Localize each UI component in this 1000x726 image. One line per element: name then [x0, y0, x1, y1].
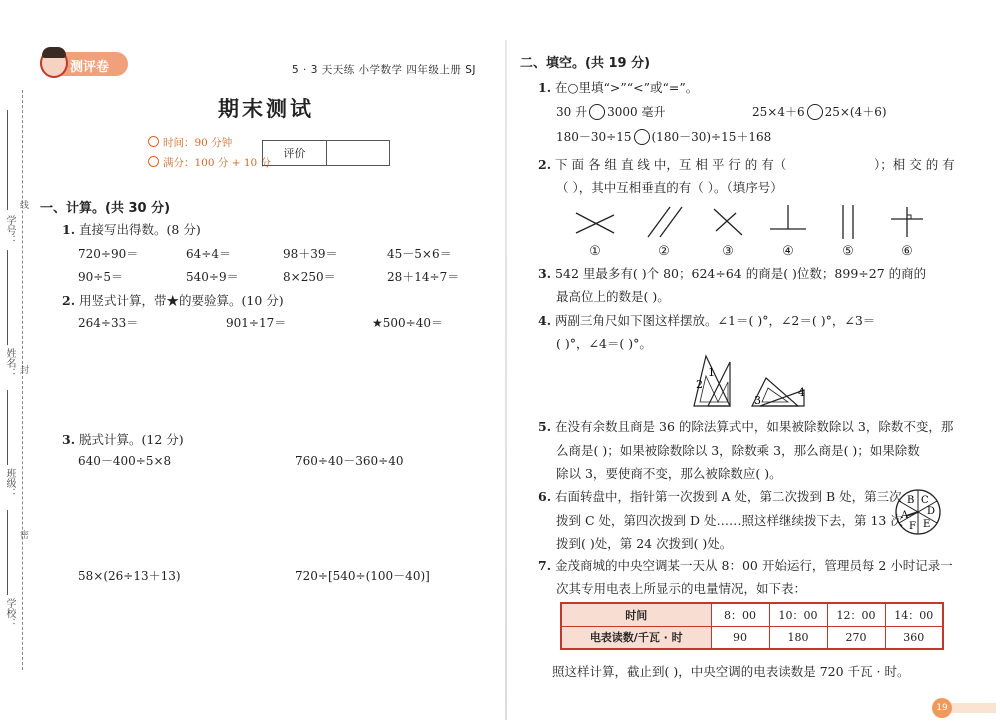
line-figure-4: ④ — [766, 203, 810, 255]
table-cell: 180 — [769, 626, 827, 649]
s1-q1-item: 8×250＝ — [283, 270, 336, 284]
table-cell: 14：00 — [885, 603, 943, 626]
line-figure-3: ③ — [706, 203, 750, 255]
mascot-hair — [42, 47, 66, 58]
student-id-label: 学号： — [4, 215, 15, 245]
s2-q6-line1: 6. 右面转盘中，指针第一次拨到 A 处，第二次拨到 B 处，第三次 — [538, 489, 902, 504]
s1-q2-item: ★500÷40＝ — [372, 316, 443, 330]
compare-circle[interactable] — [807, 104, 823, 120]
s1-q1-stem: 1. 直接写出得数。(8 分) — [62, 222, 201, 237]
s1-q3-item: 760÷40－360÷40 — [295, 454, 404, 468]
wheel-label-b: B — [907, 495, 915, 506]
wheel-label-e: E — [923, 519, 931, 530]
name-label: 姓名： — [4, 348, 15, 378]
s2-q5-line2: 么商是( )；如果被除数除以 3，除数乘 3，那么商是( )；如果除数 — [556, 443, 920, 458]
s1-q3-stem: 3. 脱式计算。(12 分) — [62, 432, 184, 447]
name-line — [7, 250, 8, 345]
line-figure-1: ① — [573, 203, 617, 255]
s1-q1-item: 720÷90＝ — [78, 247, 139, 261]
meter-reading-table — [560, 602, 944, 650]
s2-q7-line1: 7. 金茂商城的中央空调某一天从 8：00 开始运行，管理员每 2 小时记录一 — [538, 558, 953, 573]
line-figure-6: ⑥ — [885, 203, 929, 255]
s2-q1-compare-a: 30 升 3000 毫升 — [556, 105, 666, 119]
s2-q4-line1: 4. 两副三角尺如下图这样摆放。∠1＝( )°，∠2＝( )°，∠3＝ — [538, 313, 876, 328]
table-cell: 8：00 — [711, 603, 769, 626]
page-title: 期末测试 — [218, 97, 314, 121]
clock-icon — [148, 136, 159, 147]
table-header-reading: 电表读数/千瓦 · 时 — [561, 626, 711, 649]
wheel-label-a: A — [901, 510, 909, 521]
table-cell: 270 — [827, 626, 885, 649]
s2-q2-line1-end: ）；相 交 的 有 — [874, 157, 955, 172]
s2-q1-compare-c: 180－30÷15 (180－30)÷15＋168 — [556, 130, 772, 144]
table-row — [561, 626, 943, 649]
evaluation-box — [262, 140, 390, 166]
s1-q3-item: 720÷[540÷(100－40)] — [295, 569, 430, 583]
s1-q3-item: 58×(26÷13＋13) — [78, 569, 181, 583]
page-fold — [505, 40, 507, 720]
class-label: 班级： — [4, 468, 15, 498]
cut-mark-line: 线 — [18, 200, 28, 209]
score-info: 满分：100 分 + 10 分 — [148, 155, 271, 170]
s2-q4-line2: ( )°，∠4＝( )°。 — [556, 336, 652, 351]
spinner-wheel — [894, 488, 942, 536]
cut-mark-seal: 封 — [18, 365, 28, 374]
binding-dashed-line — [22, 90, 23, 670]
s2-q6-line3: 拨到( )处，第 24 次拨到( )处。 — [556, 536, 733, 551]
parallel-vertical-lines-icon — [826, 203, 870, 241]
s1-q1-item: 90÷5＝ — [78, 270, 123, 284]
check-icon — [148, 156, 159, 167]
s2-q3-line1: 3. 542 里最多有( )个 80；624÷64 的商是( )位数；899÷27 的商的 — [538, 266, 927, 281]
evaluation-field[interactable] — [327, 141, 389, 165]
compare-circle[interactable] — [589, 104, 605, 120]
page-tab — [950, 703, 996, 713]
table-row — [561, 603, 943, 626]
table-cell: 12：00 — [827, 603, 885, 626]
s1-q2-stem: 2. 用竖式计算，带★的要验算。(10 分) — [62, 293, 284, 308]
evaluation-label: 评价 — [263, 141, 327, 165]
school-line — [7, 510, 8, 595]
wheel-label-c: C — [921, 495, 929, 506]
wheel-label-d: D — [927, 506, 936, 517]
table-cell: 360 — [885, 626, 943, 649]
s2-q5-line1: 5. 在没有余数且商是 36 的除法算式中，如果被除数除以 3，除数不变，那 — [538, 419, 954, 434]
school-label: 学校： — [4, 598, 15, 628]
s2-q1-compare-b: 25×4＋6 25×(4＋6) — [752, 105, 887, 119]
table-cell: 90 — [711, 626, 769, 649]
line-figure-5: ⑤ — [826, 203, 870, 255]
s1-q1-item: 45－5×6＝ — [387, 247, 452, 261]
s1-q1-item: 28＋14÷7＝ — [387, 270, 460, 284]
triangle-rulers-figure — [688, 352, 810, 410]
angle-label-1: 1 — [708, 366, 715, 379]
perpendicular-lines-icon — [885, 203, 929, 241]
student-id-line — [7, 110, 8, 210]
s2-q2-line2: （ ），其中互相垂直的有（ ）。（填序号） — [556, 180, 783, 195]
logo-text: 测评卷 — [70, 60, 110, 75]
angle-label-4: 4 — [798, 386, 805, 399]
time-info: 时间：90 分钟 — [148, 135, 232, 150]
table-cell: 10：00 — [769, 603, 827, 626]
s1-q2-item: 901÷17＝ — [226, 316, 287, 330]
parallel-slant-lines-icon — [642, 203, 686, 241]
line-figure-2: ② — [642, 203, 686, 255]
s1-q3-item: 640－400÷5×8 — [78, 454, 172, 468]
s2-q3-line2: 最高位上的数是( )。 — [556, 289, 670, 304]
s2-q6-line2: 拨到 C 处，第四次拨到 D 处……照这样继续拨下去，第 13 次 — [556, 513, 903, 528]
angle-label-2: 2 — [696, 378, 703, 391]
s1-q2-item: 264÷33＝ — [78, 316, 139, 330]
cut-mark-secret: 密 — [18, 530, 28, 539]
wheel-label-f: F — [909, 521, 916, 532]
s1-q1-item: 98＋39＝ — [283, 247, 338, 261]
s2-q5-line3: 除以 3，要使商不变，那么被除数应( )。 — [556, 466, 782, 481]
s2-q7-line3: 照这样计算，截止到( )，中央空调的电表读数是 720 千瓦 · 时。 — [552, 664, 910, 679]
compare-circle[interactable] — [634, 129, 650, 145]
series-info: 5 · 3 天天练 小学数学 四年级上册 SJ — [292, 64, 476, 76]
s1-q1-item: 540÷9＝ — [186, 270, 239, 284]
s2-q1-stem: 1. 在○里填“>”“<”或“=”。 — [538, 80, 699, 95]
section1-title: 一、计算。(共 30 分) — [40, 201, 171, 216]
table-header-time: 时间 — [561, 603, 711, 626]
s2-q7-line2: 次其专用电表上所显示的电量情况，如下表： — [556, 581, 807, 596]
crossing-lines-icon — [573, 203, 617, 241]
page-number: 19 — [932, 698, 952, 718]
class-line — [7, 390, 8, 465]
s1-q1-item: 64÷4＝ — [186, 247, 231, 261]
perpendicular-lines-icon — [766, 203, 810, 241]
crossing-lines-icon — [706, 203, 750, 241]
angle-label-3: 3 — [754, 394, 761, 407]
section2-title: 二、填空。(共 19 分) — [520, 56, 651, 71]
s2-q2-line1: 2. 下 面 各 组 直 线 中，互 相 平 行 的 有（ — [538, 157, 787, 172]
